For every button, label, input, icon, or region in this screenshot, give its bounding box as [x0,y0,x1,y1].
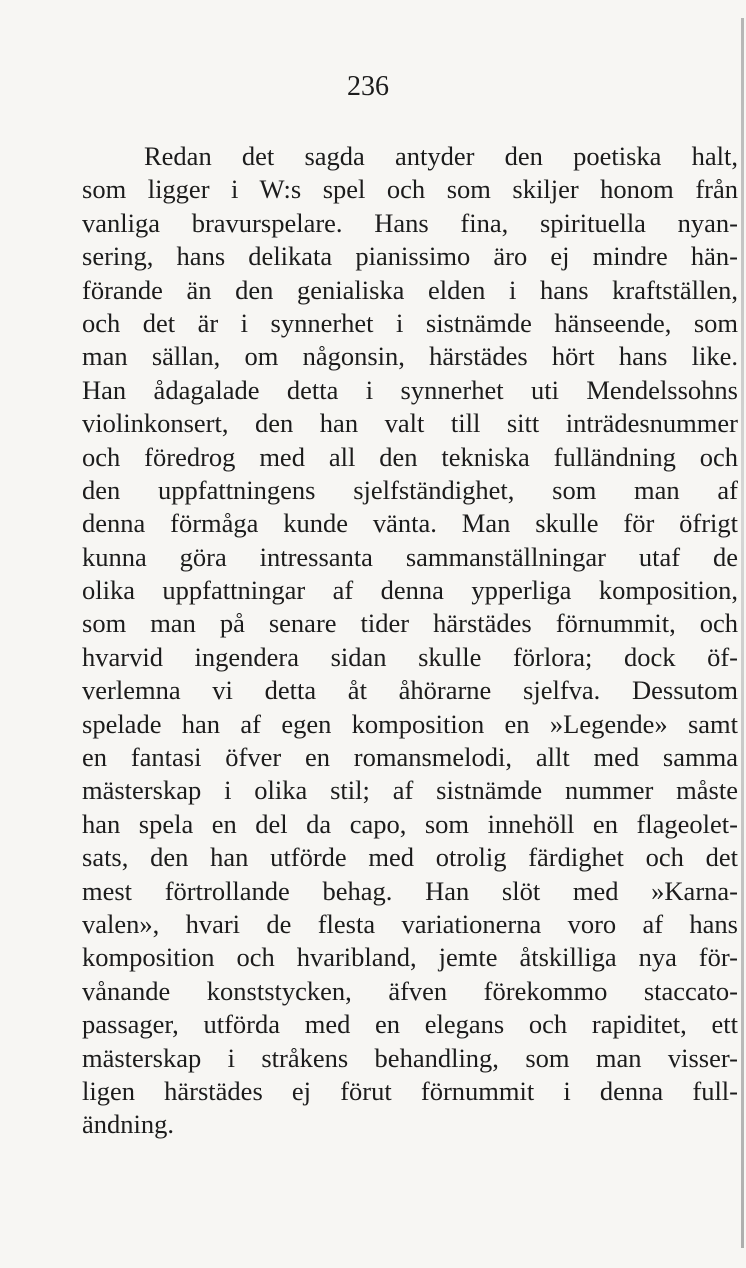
text-line: ligen härstädes ej förut förnummit i denna full- [82,1075,738,1106]
body-text [82,140,738,1142]
text-line: mästerskap i olika stil; af sistnämde nummer måste [82,775,738,806]
text-line: violinkonsert, den han valt till sitt inträdesnummer [82,408,738,439]
text-line: spelade han af egen komposition en »Legende» samt [82,708,738,739]
text-line: Redan det sagda antyder den poetiska halt, [144,141,738,171]
text-line: kunna göra intressanta sammanställningar utaf de [82,541,738,572]
text-line: verlemna vi detta åt åhörarne sjelfva. Dessutom [82,675,738,706]
text-line: en fantasi öfver en romansmelodi, allt med samma [82,742,738,773]
text-line: denna förmåga kunde vänta. Man skulle för öfrigt [82,508,738,539]
text-line: den uppfattningens sjelfständighet, som man af [82,474,738,505]
text-line: passager, utförda med en elegans och rapiditet, ett [82,1009,738,1040]
text-line: olika uppfattningar af denna ypperliga komposition, [82,575,738,606]
text-line: förande än den genialiska elden i hans kraftställen, [82,274,738,305]
text-line: hvarvid ingendera sidan skulle förlora; dock öf- [82,641,738,672]
text-line: som man på senare tider härstädes förnummit, och [82,608,738,639]
text-line: mästerskap i stråkens behandling, som man visser- [82,1042,738,1073]
text-line: komposition och hvaribland, jemte åtskilliga nya för- [82,942,738,973]
text-line: sering, hans delikata pianissimo äro ej mindre hän- [82,241,738,272]
text-line: man sällan, om någonsin, härstädes hört hans like. [82,341,738,372]
text-line: sats, den han utförde med otrolig färdighet och det [82,842,738,873]
page-number: 236 [347,71,389,102]
text-line: och föredrog med all den tekniska fulländning och [82,441,738,472]
text-line: vanliga bravurspelare. Hans fina, spirituella nyan- [82,207,738,238]
text-line: valen», hvari de flesta variationerna voro af hans [82,908,738,939]
text-line: han spela en del da capo, som innehöll en flageolet- [82,808,738,839]
text-line: ändning. [82,1109,174,1140]
text-line: som ligger i W:s spel och som skiljer honom från [82,174,738,205]
text-line: mest förtrollande behag. Han slöt med »Karna- [82,875,738,906]
page-edge-shadow [741,18,744,1248]
text-line: och det är i synnerhet i sistnämde hänseende, som [82,307,738,338]
text-line: vånande konststycken, äfven förekommo staccato- [82,975,738,1006]
text-line: Han ådagalade detta i synnerhet uti Mendelssohns [82,374,738,405]
